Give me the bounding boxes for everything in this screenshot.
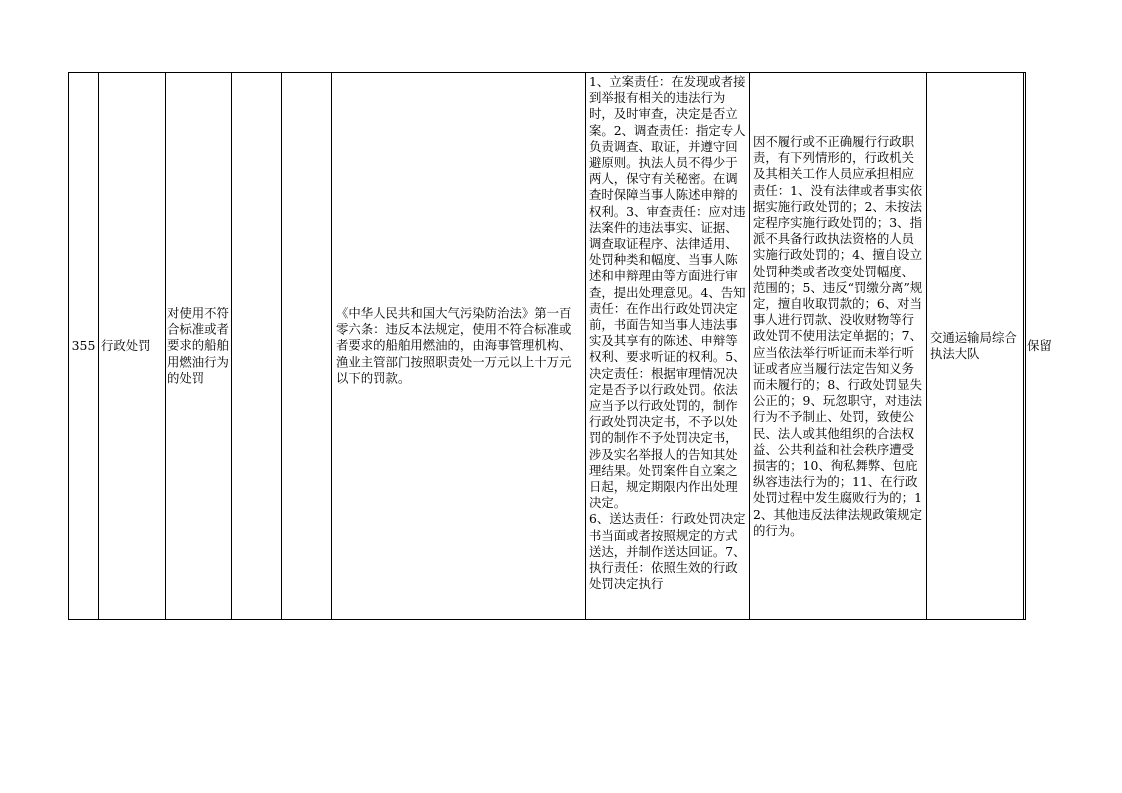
category-text: 行政处罚 [101, 337, 151, 353]
cell-number [69, 73, 99, 619]
cell-item-name [166, 73, 232, 619]
row-number: 355 [71, 337, 96, 353]
cell-department [927, 73, 1024, 619]
item-name-text: 对使用不符合标准或者要求的船舶用燃油行为的处罚 [167, 305, 229, 386]
responsibility-text [586, 74, 749, 593]
department-text: 交通运输局综合执法大队 [930, 329, 1017, 361]
cell-code [282, 73, 332, 619]
legal-basis-text: 《中华人民共和国大气污染防治法》第一百零六条：违反本法规定，使用不符合标准或者要求的船舶用燃油的，由海事管理机构、渔业主管部门按照职责处一万元以上十万元以下的罚款。 [336, 305, 572, 386]
responsibility-part-1: 1、立案责任：在发现或者接到举报有相关的违法行为时，及时审查，决定是否立案。2、调查责任：指定专人负责调查、取证，并遵守回避原则。执法人员不得少于两人，保守有关秘密。在调查时保障当事人陈述申辩的权利。3、审查责任：应对违法案件的违法事实、证据、调查取证程序、法律适用、处罚种类和幅度、当事人陈述和申辩理由等方面进行审查，提出处理意见。4、告知责任：在作出行政处罚决定前，书面告知当事人违法事实及其享有的陈述、申辩等权利、要求听证的权利。5、决定责任：根据审理情况决定是否予以行政处罚。依法应当予以行政处罚的，制作行政处罚决定书，不予以处罚的制作不予处罚决定书，涉及实名举报人的告知其处理结果。处罚案件自立案之日起，规定期限内作出处理决定。 [589, 74, 746, 511]
cell-category [99, 73, 166, 619]
accountability-table-row [68, 72, 1052, 620]
responsibility-part-2: 6、送达责任：行政处罚决定书当面或者按照规定的方式送达，并制作送达回证。7、执行责任：依照生效的行政处罚决定执行 [589, 511, 746, 592]
remark-text: 保留 [1027, 337, 1052, 353]
accountability-text: 因不履行或不正确履行行政职责，有下列情形的，行政机关及其相关工作人员应承担相应责任：1、没有法律或者事实依据实施行政处罚的；2、未按法定程序实施行政处罚的；3、指派不具备行政执法资格的人员实施行政处罚的；4、擅自设立处罚种类或者改变处罚幅度、范围的；5、违反“罚缴分离”规定，擅自收取罚款的；6、对当事人进行罚款、没收财物等行政处罚不使用法定单据的；7、应当依法举行听证而未举行听证或者应当履行法定告知义务而未履行的；8、行政处罚显失公正的；9、玩忽职守，对违法行为不予制止、处罚，致使公民、法人或其他组织的合法权益、公共利益和社会秩序遭受损害的；10、徇私舞弊、包庇纵容违法行为的；11、在行政处罚过程中发生腐败行为的；12、其他违反法律法规政策规定的行为。 [753, 134, 923, 538]
cell-sub-item [232, 73, 282, 619]
cell-responsibility [586, 73, 750, 619]
cell-accountability [750, 73, 927, 619]
cell-remark [1024, 73, 1094, 619]
cell-legal-basis [332, 73, 586, 619]
